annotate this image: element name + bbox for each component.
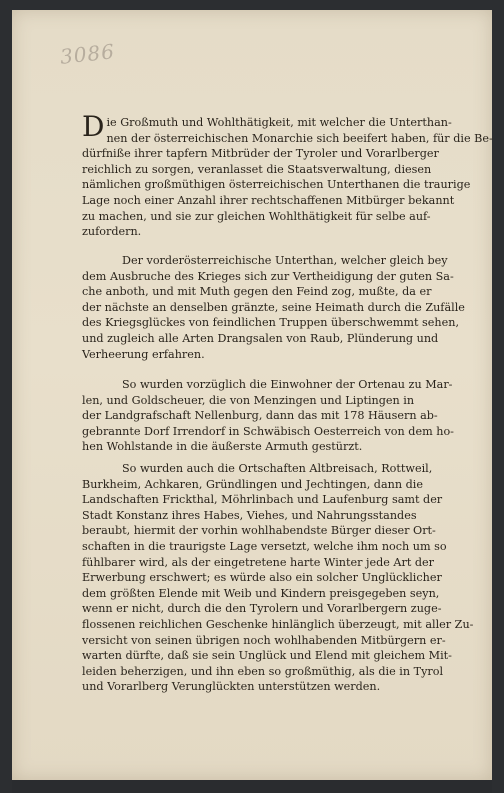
- text-line-content: dem Ausbruche des Krieges sich zur Vertheidigung der guten Sa-: [82, 269, 454, 283]
- drop-cap: D: [82, 110, 105, 143]
- text-line-content: nen der österreichischen Monarchie sich beeifert haben, für die Be-: [106, 131, 493, 145]
- text-line-content: versicht von seinen übrigen noch wohlhabenden Mitbürgern er-: [82, 633, 446, 647]
- text-line-content: zufordern.: [82, 225, 142, 239]
- text-line-content: Stadt Konstanz ihres Habes, Viehes, und Nahrungsstandes: [82, 508, 417, 522]
- text-line: [82, 648, 473, 664]
- text-line: [82, 193, 470, 209]
- text-line-content: Lage noch einer Anzahl ihrer rechtschaffenen Mitbürger bekannt: [82, 193, 455, 207]
- paragraph-2: [82, 253, 465, 362]
- text-line-content: leiden beherzigen, und ihn eben so großmüthig, als die in Tyrol: [82, 664, 444, 678]
- text-line: [82, 664, 473, 680]
- text-line: [82, 508, 473, 524]
- text-line: [82, 331, 465, 347]
- text-line: [82, 177, 470, 193]
- text-line-content: Erwerbung erschwert; es würde also ein solcher Unglücklicher: [82, 571, 442, 585]
- text-line: [82, 539, 473, 555]
- text-line-content: und Vorarlberg Verunglückten unterstützen werden.: [82, 680, 381, 694]
- text-line-content: wenn er nicht, durch die den Tyrolern und Vorarlbergern zuge-: [82, 602, 442, 616]
- text-line: [82, 424, 454, 440]
- text-line-content: gebrannte Dorf Irrendorf in Schwäbisch Oesterreich von dem ho-: [82, 424, 454, 438]
- text-line-content: Verheerung erfahren.: [82, 347, 205, 361]
- text-line: [82, 408, 454, 424]
- text-line-content: Der vorderösterreichische Unterthan, welcher gleich bey: [122, 254, 448, 267]
- text-line: [82, 224, 470, 240]
- text-line-content: Landschaften Frickthal, Möhrlinbach und Laufenburg samt der: [82, 493, 443, 507]
- document-page: [12, 10, 492, 780]
- text-line-content: dem größten Elende mit Weib und Kindern preisgegeben seyn,: [82, 586, 440, 600]
- text-line-content: nämlichen großmüthigen österreichischen Unterthanen die traurige: [82, 178, 471, 192]
- text-line-content: beraubt, hiermit der vorhin wohlhabendste Bürger dieser Ort-: [82, 524, 436, 538]
- text-line-content: So wurden vorzüglich die Einwohner der Ortenau zu Mar-: [122, 378, 453, 391]
- text-line-content: und zugleich alle Arten Drangsalen von Raub, Plünderung und: [82, 331, 439, 345]
- text-line: [82, 377, 454, 393]
- text-line: [82, 633, 473, 649]
- text-line-content: len, und Goldscheuer, die von Menzingen und Liptingen in: [82, 393, 415, 407]
- text-line-content: Burkheim, Achkaren, Gründlingen und Jechtingen, dann die: [82, 477, 423, 491]
- text-line-content: des Kriegsglückes von feindlichen Truppen überschwemmt sehen,: [82, 316, 460, 330]
- text-line: [82, 555, 473, 571]
- text-line: [82, 523, 473, 539]
- text-line-content: der Landgrafschaft Nellenburg, dann das mit 178 Häusern ab-: [82, 409, 438, 423]
- text-line: [82, 586, 473, 602]
- scan-bottom-edge: [12, 780, 492, 793]
- text-line: [82, 300, 465, 316]
- text-line-content: zu machen, und sie zur gleichen Wohlthätigkeit für selbe auf-: [82, 209, 431, 223]
- text-line: [82, 315, 465, 331]
- text-line: [82, 679, 473, 695]
- text-line-content: warten dürfte, daß sie sein Unglück und Elend mit gleichem Mit-: [82, 649, 452, 663]
- text-line: [82, 601, 473, 617]
- text-line-content: reichlich zu sorgen, veranlasset die Staatsverwaltung, diesen: [82, 162, 432, 176]
- text-line-content: hen Wohlstande in die äußerste Armuth gestürzt.: [82, 440, 363, 454]
- text-line-content: fühlbarer wird, als der eingetretene harte Winter jede Art der: [82, 555, 435, 569]
- text-line: [82, 570, 473, 586]
- text-line-content: ie Großmuth und Wohlthätigkeit, mit welcher die Unterthan-: [106, 116, 452, 129]
- text-line: [82, 439, 454, 455]
- text-line: [82, 269, 465, 285]
- paragraph-3: [82, 377, 454, 455]
- text-line-content: der nächste an denselben gränzte, seine Heimath durch die Zufälle: [82, 300, 465, 314]
- text-line: [82, 617, 473, 633]
- text-line: [82, 461, 473, 477]
- text-line: [82, 477, 473, 493]
- text-line-content: So wurden auch die Ortschaften Altbreisach, Rottweil,: [122, 462, 433, 475]
- text-line: [82, 347, 465, 363]
- text-line: [82, 284, 465, 300]
- text-line: [82, 492, 473, 508]
- text-line-content: schaften in die traurigste Lage versetzt, welche ihm noch um so: [82, 539, 447, 553]
- text-line: [82, 131, 493, 147]
- text-line-content: flossenen reichlichen Geschenke hinlänglich überzeugt, mit aller Zu-: [82, 617, 474, 631]
- text-line: [82, 162, 470, 178]
- handwritten-annotation: 3086: [58, 39, 117, 69]
- text-line-content: che anboth, und mit Muth gegen den Feind zog, mußte, da er: [82, 285, 432, 299]
- paragraph-1: [82, 110, 493, 240]
- text-line: [82, 393, 454, 409]
- text-line: [82, 253, 465, 269]
- text-line-content: dürfniße ihrer tapfern Mitbrüder der Tyroler und Vorarlberger: [82, 147, 439, 161]
- paragraph-4: [82, 461, 473, 695]
- text-line: [82, 146, 470, 162]
- text-line: [82, 209, 470, 225]
